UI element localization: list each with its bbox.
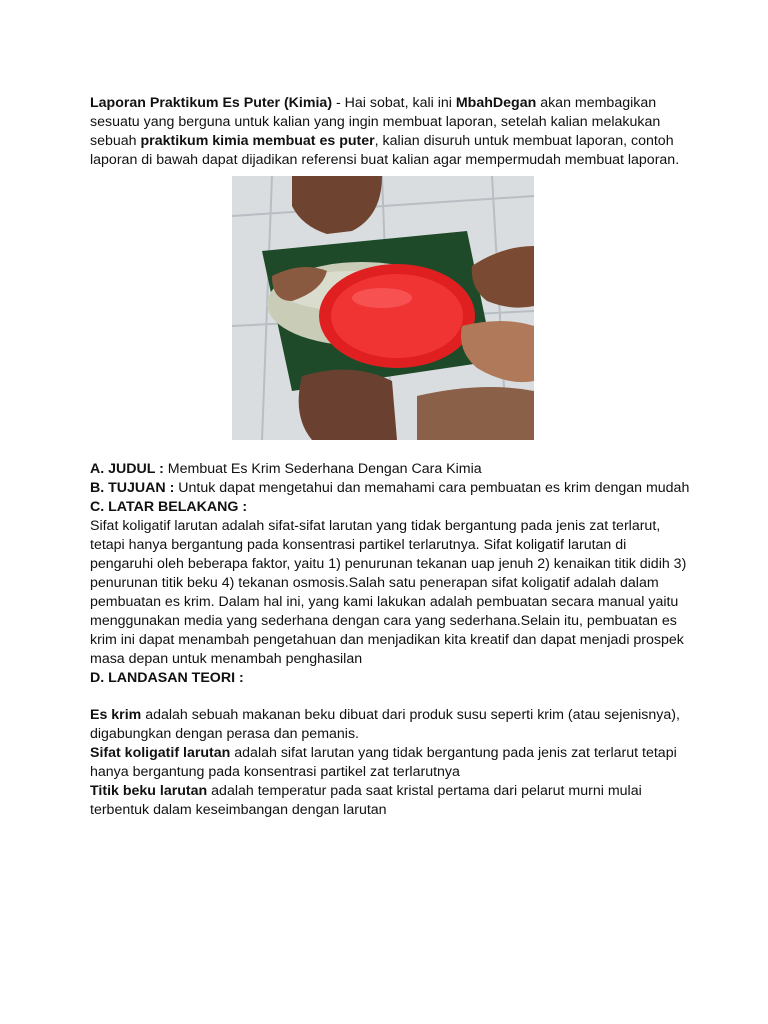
definition-item: [90, 744, 690, 782]
landasan-definitions: [90, 706, 690, 820]
definition-term: Sifat koligatif larutan: [90, 745, 231, 761]
photo-container: [76, 176, 690, 440]
intro-bold-phrase: praktikum kimia membuat es puter: [140, 133, 375, 149]
intro-text-1: - Hai sobat, kali ini: [332, 95, 456, 111]
judul-label: A. JUDUL :: [90, 461, 164, 477]
definition-term: Es krim: [90, 707, 142, 723]
judul-text: Membuat Es Krim Sederhana Dengan Cara Kimia: [163, 461, 482, 477]
definition-text: adalah temperatur pada saat kristal pertama dari pelarut murni mulai terbentuk dalam keseimbangan dengan larutan: [90, 783, 642, 818]
landasan-heading: D. LANDASAN TEORI :: [90, 670, 244, 686]
intro-author: MbahDegan: [455, 95, 537, 111]
bottom-leg-left: [299, 370, 397, 440]
section-tujuan: [90, 479, 690, 498]
es-puter-photo: [232, 176, 534, 440]
intro-title: Laporan Praktikum Es Puter (Kimia): [90, 95, 333, 111]
definition-text: adalah sebuah makanan beku dibuat dari produk susu seperti krim (atau sejenisnya), digabungkan dengan perasa dan pemanis.: [90, 707, 680, 742]
intro-text-3: , kalian disuruh untuk membuat laporan, contoh laporan di bawah dapat dijadikan referensi buat kalian agar mempermudah membuat laporan.: [90, 133, 680, 168]
section-judul: [90, 460, 690, 479]
latar-heading: C. LATAR BELAKANG :: [90, 499, 248, 515]
definition-term: Titik beku larutan: [90, 783, 208, 799]
definition-text: adalah sifat larutan yang tidak bergantung pada jenis zat terlarut tetapi hanya bergantung pada konsentrasi partikel zat terlarutnya: [90, 745, 677, 780]
document-page: [90, 94, 690, 820]
latar-paragraph: Sifat koligatif larutan adalah sifat-sifat larutan yang tidak bergantung pada jenis zat terlarut, tetapi hanya bergantung pada konsentrasi partikel terlarutnya. Sifat koligatif larutan di pengaruhi oleh beberapa faktor, yaitu 1) penurunan tekanan uap jenuh 2) kenaikan titik didih 3) penurunan titik beku 4) tekanan osmosis.Salah satu penerapan sifat koligatif adalah dalam pembuatan es krim. Dalam hal ini, yang kami lakukan adalah pembuatan secara manual yaitu menggunakan media yang sederhana dengan cara yang sederhana.Selain itu, pembuatan es krim ini dapat menambah pengetahuan dan menjadikan kita kreatif dan dapat menjadi prospek masa depan untuk menambah penghasilan: [90, 518, 687, 667]
tujuan-label: B. TUJUAN :: [90, 480, 175, 496]
bottom-leg-right: [417, 387, 534, 440]
definition-item: [90, 782, 690, 820]
definition-item: [90, 706, 690, 744]
intro-text-2: akan membagikan sesuatu yang berguna untuk kalian yang ingin membuat laporan, setelah kalian melakukan sebuah: [90, 95, 661, 149]
intro-paragraph: [90, 94, 690, 170]
tujuan-text: Untuk dapat mengetahui dan memahami cara pembuatan es krim dengan mudah: [174, 480, 690, 496]
